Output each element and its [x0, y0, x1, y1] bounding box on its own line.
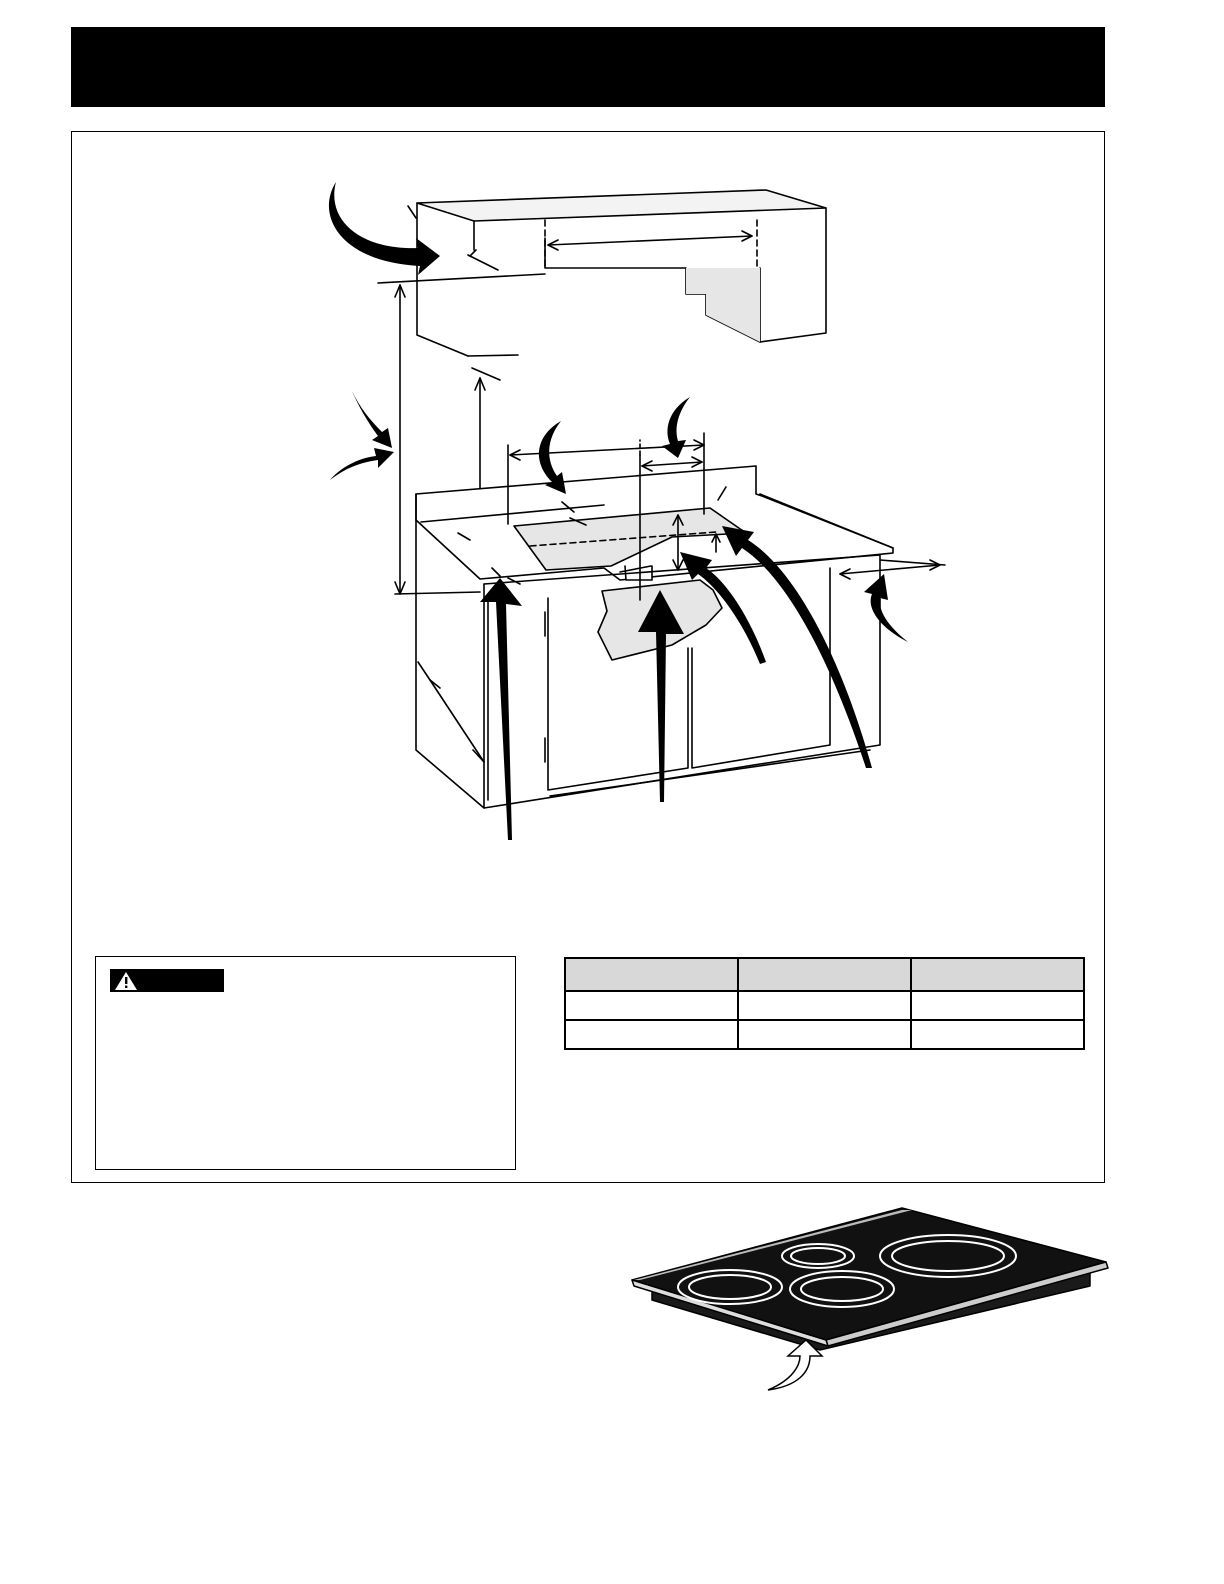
- table-cell: [565, 1020, 738, 1049]
- upper-cabinet: [378, 190, 826, 356]
- table-cell: [738, 1020, 911, 1049]
- arrow-left-upper: [352, 391, 392, 448]
- warning-box: [95, 956, 516, 1170]
- table-header-cell: [911, 958, 1084, 991]
- table-row: [565, 991, 1084, 1020]
- arrow-bottom-left: [480, 578, 522, 840]
- table-cell: [738, 991, 911, 1020]
- warning-triangle-icon: [114, 971, 138, 991]
- table-header-cell: [738, 958, 911, 991]
- cooktop-callout-arrow: [768, 1340, 822, 1390]
- dimensions-table: [564, 957, 1085, 1050]
- table-cell: [911, 991, 1084, 1020]
- arrow-right: [864, 574, 908, 642]
- warning-label: [110, 969, 224, 992]
- table-header-cell: [565, 958, 738, 991]
- table-row: [565, 1020, 1084, 1049]
- table-cell: [911, 1020, 1084, 1049]
- table-cell: [565, 991, 738, 1020]
- arrow-left-lower: [330, 448, 394, 480]
- table-header-row: [565, 958, 1084, 991]
- arrow-top-right: [662, 397, 690, 458]
- cooktop-illustration: [620, 1200, 1120, 1400]
